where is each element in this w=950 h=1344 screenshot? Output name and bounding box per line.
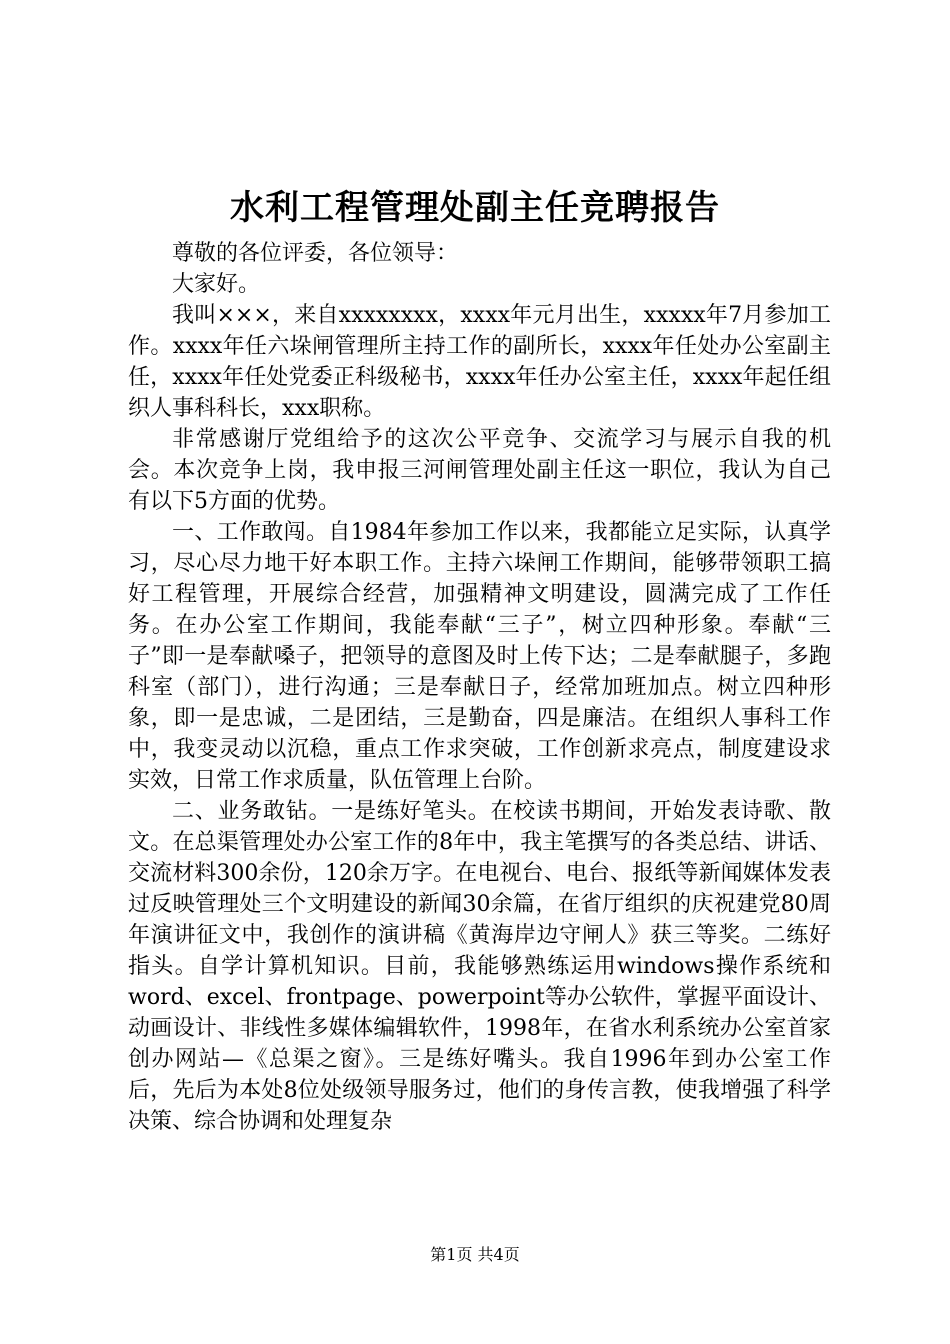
page-footer: 第1页 共4页 — [430, 1245, 520, 1264]
document-title: 水利工程管理处副主任竞聘报告 — [230, 188, 720, 228]
advantage-one-paragraph: 一、工作敢闯。自1984年参加工作以来，我都能立足实际，认真学习，尽心尽力地干好本职工作。主持六垛闸工作期间，能够带领职工搞好工程管理，开展综合经营，加强精神文明建设，圆满完成了工作任务。在办公室工作期间，我能奉献“三子”，树立四种形象。奉献“三子”即一是奉献嗓子，把领导的意图及时上传下达；二是奉献腿子，多跑科室（部门），进行沟通；三是奉献日子，经常加班加点。树立四种形象，即一是忠诚，二是团结，三是勤奋，四是廉洁。在组织人事科工作中，我变灵动以沉稳，重点工作求突破，工作创新求亮点，制度建设求实效，日常工作求质量，队伍管理上台阶。 — [128, 520, 831, 793]
advantage-two-paragraph: 二、业务敢钻。一是练好笔头。在校读书期间，开始发表诗歌、散文。在总渠管理处办公室工作的8年中，我主笔撰写的各类总结、讲话、交流材料300余份，120余万字。在电视台、电台、报纸等新闻媒体发表过反映管理处三个文明建设的新闻30余篇，在省厅组织的庆祝建党80周年演讲征文中，我创作的演讲稿《黄海岸边守闸人》获三等奖。二练好指头。自学计算机知识。目前，我能够熟练运用windows操作系统和word、excel、frontpage、powerpoint等办公软件，掌握平面设计、动画设计、非线性多媒体编辑软件，1998年，在省水利系统办公室首家创办网站—《总渠之窗》。三是练好嘴头。我自1996年到办公室工作后，先后为本处8位处级领导服务过，他们的身传言教，使我增强了科学决策、综合协调和处理复杂 — [128, 799, 831, 1134]
introduction-paragraph: 我叫×××，来自xxxxxxxx，xxxx年元月出生，xxxxx年7月参加工作。xxxx年任六垛闸管理所主持工作的副所长，xxxx年任处办公室副主任，xxxx年任处党委正科级秘书，xxxx年任办公室主任，xxxx年起任组织人事科科长，xxx职称。 — [128, 303, 831, 421]
greeting-paragraph: 大家好。 — [172, 272, 261, 297]
salutation-paragraph: 尊敬的各位评委，各位领导： — [172, 241, 459, 266]
opportunity-paragraph: 非常感谢厅党组给予的这次公平竞争、交流学习与展示自我的机会。本次竞争上岗，我申报三河闸管理处副主任这一职位，我认为自己有以下5方面的优势。 — [128, 427, 831, 514]
document-body — [128, 238, 831, 1137]
